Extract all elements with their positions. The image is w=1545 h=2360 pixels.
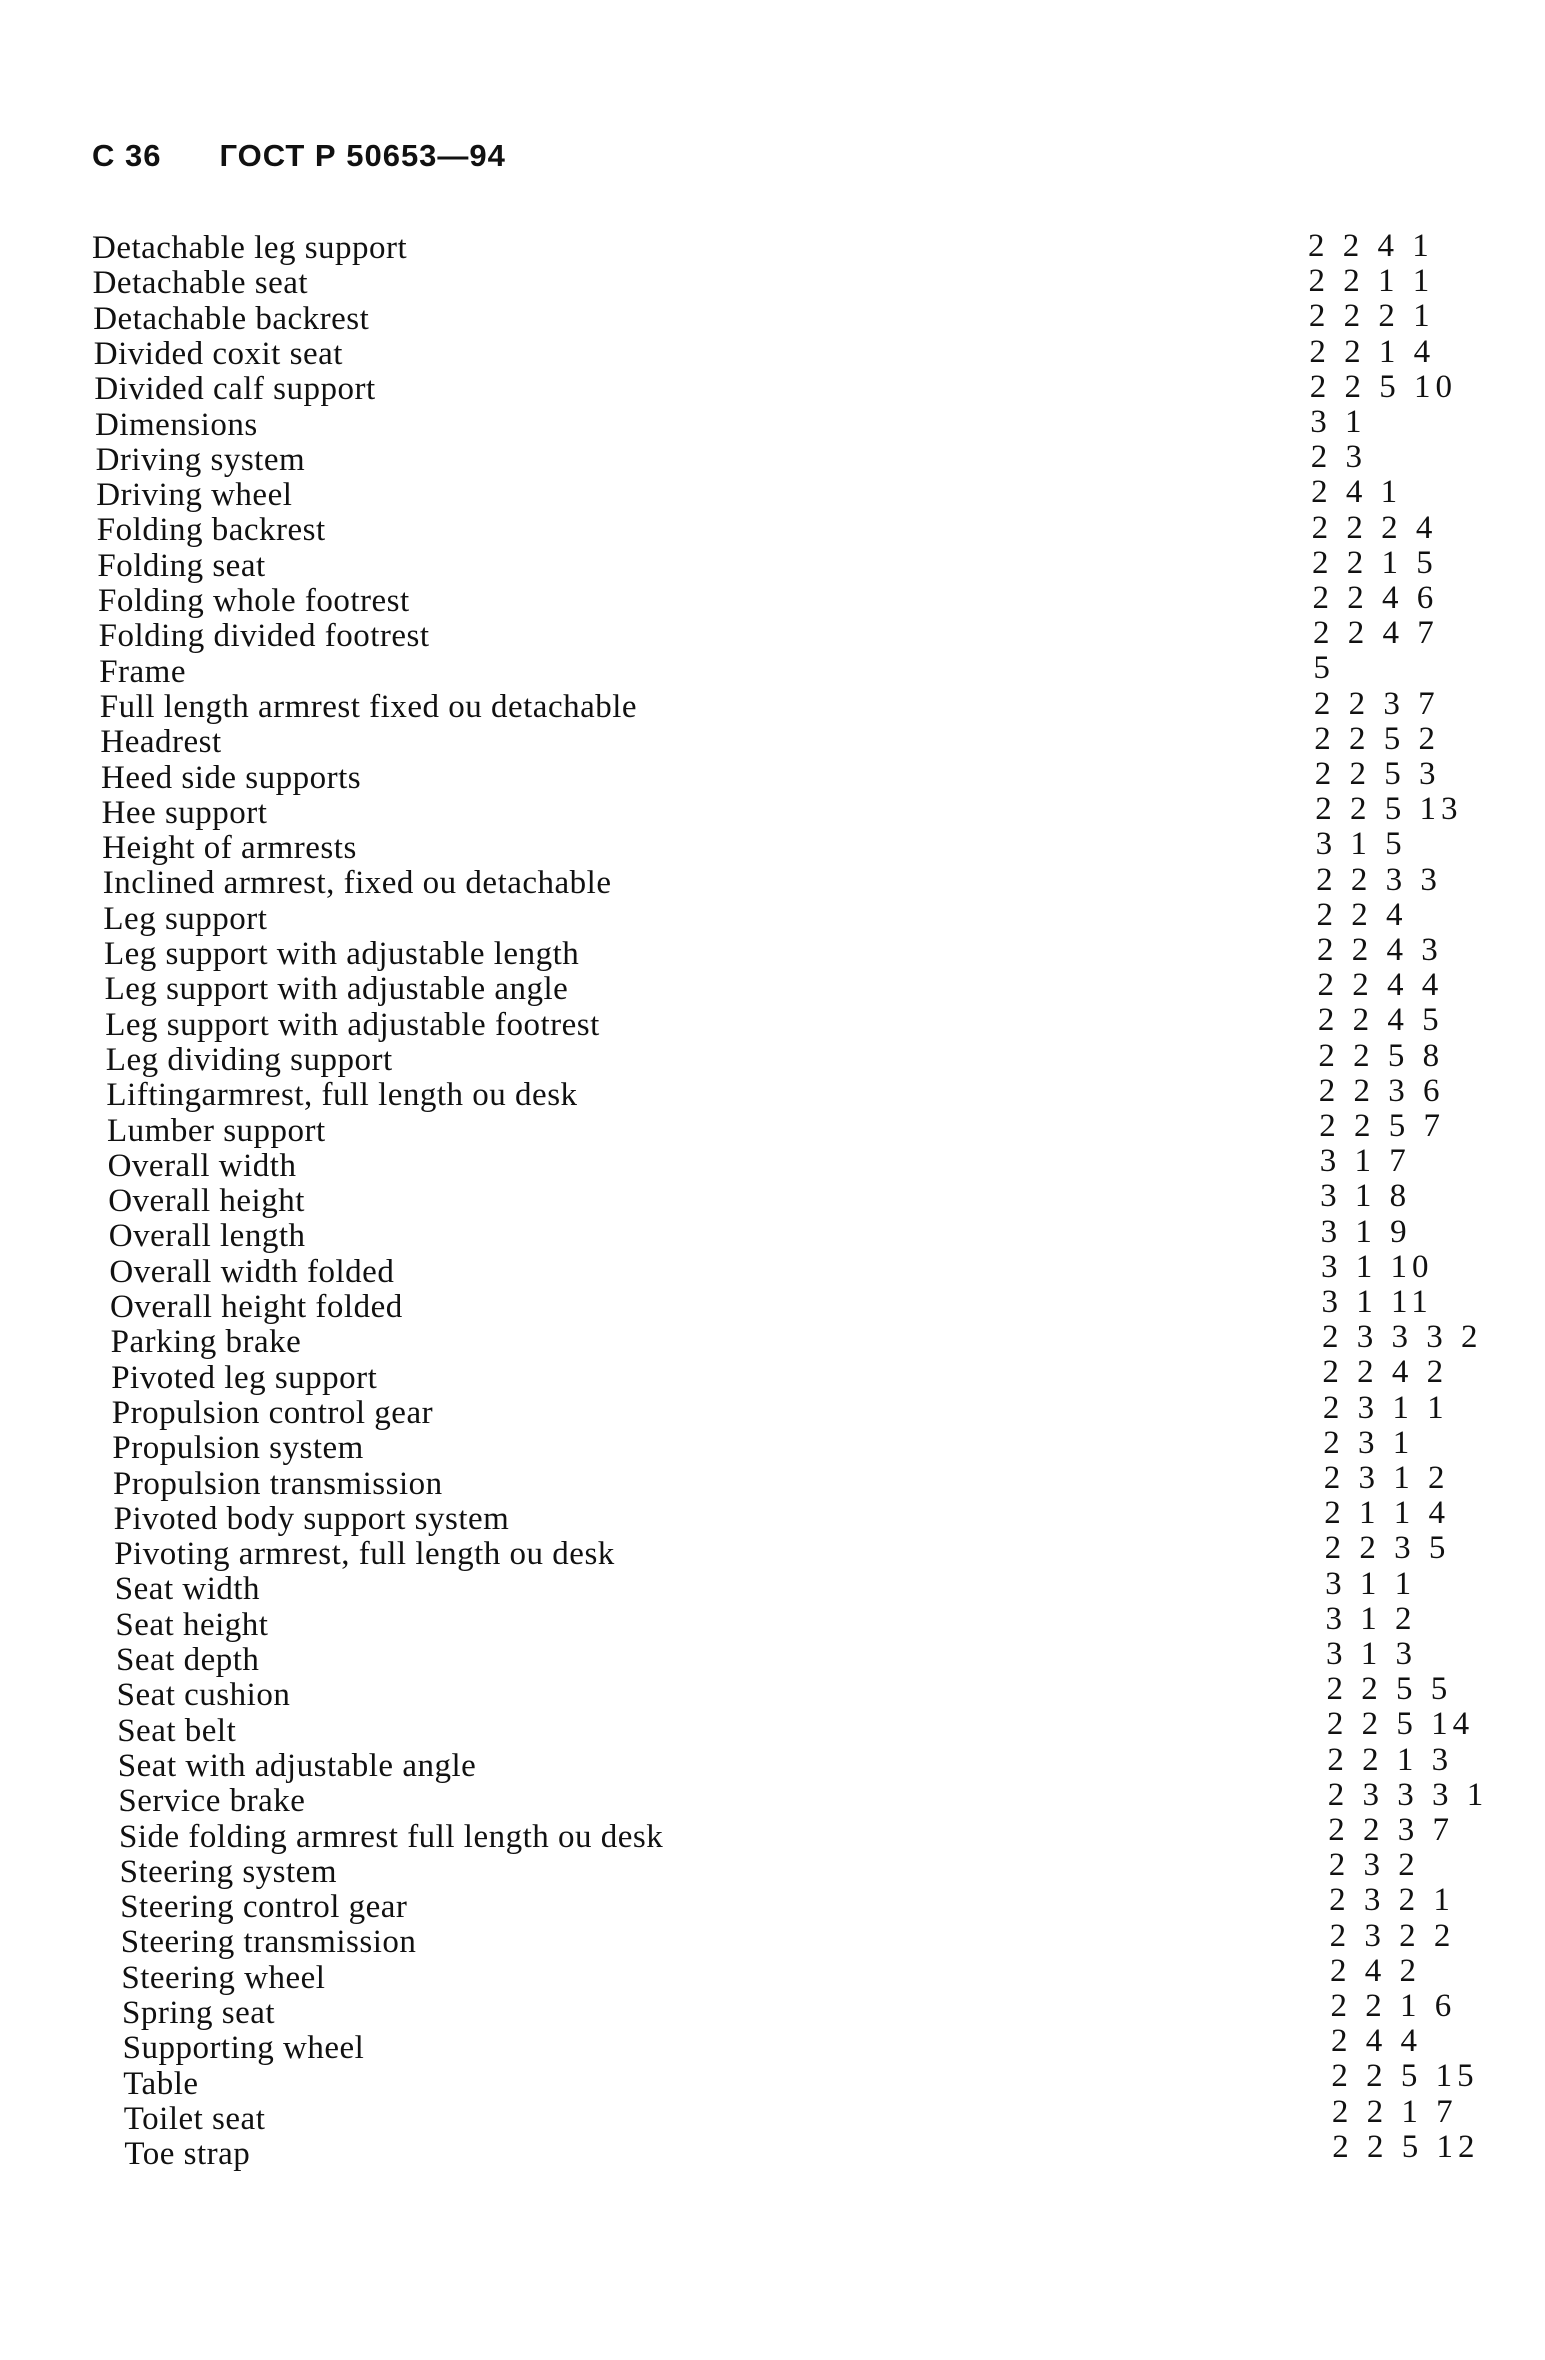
index-code: 2 3 1	[1323, 1424, 1415, 1461]
index-term: Lumber support	[107, 1112, 326, 1149]
index-code: 3 1 5	[1315, 826, 1407, 863]
index-code: 2 2 3 7	[1313, 685, 1440, 722]
index-term: Steering control gear	[120, 1889, 408, 1926]
index-term: Driving system	[95, 441, 306, 478]
index-code: 2 3	[1310, 439, 1367, 476]
index-term: Detachable backrest	[93, 300, 370, 337]
index-term: Spring seat	[122, 1995, 276, 2031]
index-code: 2 3 2 2	[1329, 1917, 1456, 1954]
index-code: 2 2 5 12	[1332, 2128, 1480, 2165]
index-term: Heed side supports	[101, 759, 362, 796]
index-code: 2 2 4 4	[1317, 967, 1444, 1004]
index-term: Headrest	[100, 724, 222, 761]
index-term: Steering wheel	[121, 1959, 326, 1996]
index-code: 2 4 1	[1311, 474, 1403, 511]
index-code: 2 1 1 4	[1324, 1495, 1450, 1532]
index-code: 2 2 1 3	[1327, 1741, 1454, 1778]
index-code: 3 1 2	[1325, 1600, 1417, 1637]
index-term: Detachable seat	[92, 265, 309, 302]
index-code: 2 2 3 7	[1328, 1812, 1454, 1848]
index-term: Leg support with adjustable footrest	[105, 1006, 600, 1043]
index-term: Table	[123, 2065, 199, 2102]
index-term: Divided calf support	[94, 371, 376, 408]
index-code: 2 2 5 3	[1314, 756, 1441, 792]
index-term: Supporting wheel	[122, 2030, 365, 2067]
index-code: 2 3 3 3 2	[1321, 1319, 1483, 1356]
index-term: Parking brake	[110, 1324, 302, 1361]
index-code: 2 2 1 6	[1330, 1988, 1457, 2024]
index-code: 3 1 7	[1319, 1143, 1411, 1180]
index-code: 2 2 1 7	[1331, 2093, 1458, 2130]
index-term: Hee support	[101, 794, 268, 831]
index-code: 2 2 4 5	[1317, 1002, 1444, 1039]
index-term: Side folding armrest full length ou desk	[119, 1818, 664, 1855]
index-code: 2 3 1 2	[1323, 1460, 1450, 1496]
index-term: Seat depth	[116, 1642, 260, 1678]
index-code: 2 2 4 1	[1308, 228, 1434, 264]
index-term: Frame	[99, 653, 186, 690]
index-code: 2 2 3 6	[1318, 1072, 1445, 1109]
index-code: 2 2 5 7	[1319, 1108, 1445, 1144]
index-code: 2 2 5 14	[1326, 1706, 1475, 1743]
index-code: 2 2 4 7	[1312, 615, 1439, 652]
index-term: Steering system	[119, 1853, 337, 1890]
index-term: Overall width folded	[109, 1253, 395, 1290]
index-code: 2 4 2	[1330, 1952, 1422, 1989]
index-term: Overall length	[108, 1218, 306, 1255]
index-code: 2 3 2	[1328, 1847, 1420, 1884]
index-code: 2 4 4	[1330, 2023, 1422, 2060]
index-code: 2 2 1 5	[1312, 544, 1438, 581]
index-term: Folding seat	[97, 547, 266, 584]
index-term: Steering transmission	[120, 1924, 417, 1961]
index-code: 2 3 3 3 1	[1327, 1776, 1489, 1813]
index-code: 5	[1313, 650, 1335, 687]
index-term: Overall width	[107, 1147, 297, 1184]
index-code: 2 2 5 15	[1331, 2058, 1479, 2095]
index-code: 2 2 2 4	[1311, 509, 1438, 546]
index-code: 3 1 11	[1321, 1284, 1433, 1320]
index-code: 2 2 3 3	[1316, 861, 1442, 898]
index-code: 2 3 2 1	[1329, 1882, 1455, 1919]
index-term: Propulsion system	[112, 1430, 364, 1467]
index-code: 2 2 1 1	[1308, 263, 1435, 300]
index-code: 2 2 5 5	[1326, 1671, 1453, 1708]
index-term: Dimensions	[95, 406, 258, 443]
index-term: Pivoted leg support	[111, 1359, 378, 1396]
index-code: 3 1 9	[1320, 1213, 1412, 1250]
index-term: Folding divided footrest	[98, 618, 430, 655]
index-term: Propulsion transmission	[113, 1465, 443, 1502]
index-term: Leg support with adjustable angle	[104, 971, 569, 1008]
index-term: Full length armrest fixed ou detachable	[99, 688, 638, 725]
index-code: 2 2 5 10	[1309, 368, 1458, 405]
index-code: 3 1 8	[1320, 1178, 1412, 1215]
index-term: Seat with adjustable angle	[117, 1747, 477, 1784]
index-code: 3 1 10	[1321, 1248, 1434, 1285]
index-term: Leg support	[103, 900, 268, 937]
index-term: Seat cushion	[116, 1677, 291, 1714]
index-term: Liftingarmrest, full length ou desk	[106, 1077, 578, 1114]
index-code: 3 1 1	[1325, 1565, 1417, 1602]
index-code: 2 2 4	[1316, 896, 1408, 933]
index-code: 2 2 4 6	[1312, 580, 1439, 616]
index-code: 2 2 2 1	[1308, 298, 1435, 335]
index-term: Seat belt	[117, 1712, 237, 1749]
index-term: Seat height	[115, 1606, 269, 1643]
index-term: Driving wheel	[96, 477, 293, 514]
index-code: 2 2 1 4	[1309, 333, 1436, 370]
index-code: 2 2 4 2	[1322, 1354, 1449, 1391]
index-term: Seat width	[114, 1571, 261, 1608]
index-code: 2 3 1 1	[1322, 1389, 1449, 1426]
index-term: Folding backrest	[96, 512, 326, 549]
page-header	[92, 138, 506, 174]
index-term: Service brake	[118, 1783, 306, 1820]
index-code: 2 2 3 5	[1324, 1530, 1451, 1567]
index-term: Inclined armrest, fixed ou detachable	[102, 865, 612, 902]
index-term: Folding whole footrest	[98, 583, 410, 619]
index-code: 2 2 4 3	[1317, 932, 1443, 968]
index-term: Overall height	[108, 1183, 305, 1220]
index-code: 2 2 5 2	[1314, 720, 1441, 757]
index-term: Divided coxit seat	[93, 335, 343, 372]
page-number: С 36	[92, 138, 162, 173]
index-term: Height of armrests	[102, 830, 357, 867]
index-term: Leg support with adjustable length	[104, 936, 580, 972]
index-term: Pivoting armrest, full length ou desk	[114, 1536, 615, 1573]
index-code: 2 2 5 8	[1318, 1037, 1445, 1074]
index-code: 3 1	[1310, 404, 1367, 440]
standard-title: ГОСТ Р 50653—94	[219, 138, 506, 173]
index-term: Toilet seat	[123, 2100, 266, 2137]
index-code: 2 2 5 13	[1315, 791, 1463, 828]
index-term: Toe strap	[124, 2136, 251, 2173]
index-term: Leg dividing support	[105, 1041, 393, 1078]
index-term: Overall height folded	[110, 1289, 403, 1325]
index-term: Detachable leg support	[92, 230, 408, 266]
index-term: Propulsion control gear	[111, 1394, 434, 1431]
index-term: Pivoted body support system	[113, 1500, 510, 1537]
index-code: 3 1 3	[1326, 1636, 1417, 1672]
